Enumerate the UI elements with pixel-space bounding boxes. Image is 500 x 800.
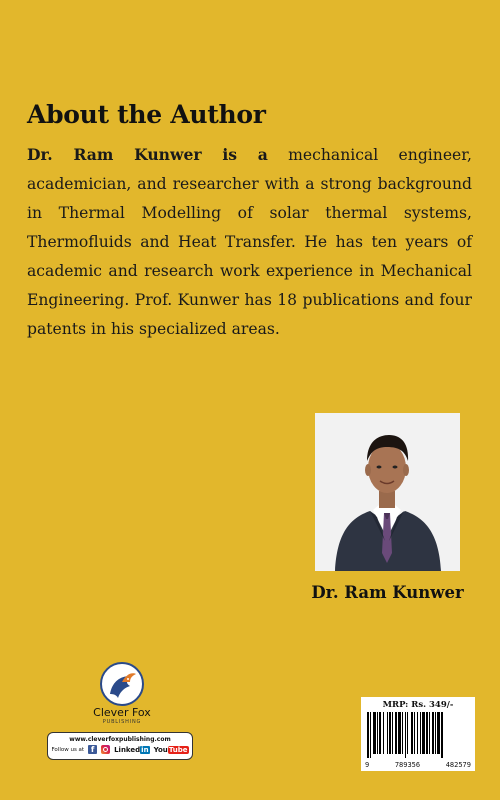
- linkedin-badge: in: [141, 745, 149, 754]
- price-label: MRP: Rs. 349/-: [382, 700, 454, 710]
- bio-lead: Dr. Ram Kunwer is a: [27, 145, 268, 164]
- social-links: [48, 745, 192, 754]
- isbn-group1: 789356: [394, 761, 421, 769]
- author-bio: [27, 140, 472, 344]
- bio-text: mechanical engineer, academician, and researcher with a strong background in Thermal Modelling of solar thermal systems, Thermofluids and Heat Transfer. He has ten years of academic and research work experience in Mechanical Engineering. Prof. Kunwer has 18 publications and four patents in his specialized areas.: [27, 146, 472, 338]
- publisher-contact-box: [47, 732, 193, 760]
- linkedin-text: Linked: [114, 745, 141, 754]
- publisher-logo: [86, 662, 158, 725]
- publisher-sub: PUBLISHING: [102, 719, 142, 725]
- publisher-name: Clever Fox: [93, 706, 151, 719]
- facebook-icon[interactable]: f: [88, 745, 97, 754]
- isbn-group2: 482579: [445, 761, 471, 769]
- page-title: About the Author: [27, 100, 266, 129]
- isbn-first: 9: [365, 761, 370, 769]
- linkedin-icon[interactable]: [114, 746, 149, 754]
- author-photo: [315, 413, 460, 571]
- barcode-icon: [365, 712, 471, 758]
- youtube-icon[interactable]: [154, 746, 189, 754]
- instagram-icon[interactable]: [101, 745, 110, 754]
- isbn-number: [365, 761, 471, 769]
- website-link[interactable]: www.cleverfoxpublishing.com: [69, 736, 171, 743]
- barcode-panel: [361, 697, 475, 771]
- youtube-text: You: [153, 745, 168, 754]
- fox-logo-icon: [100, 662, 144, 706]
- youtube-badge: Tube: [168, 745, 188, 754]
- photo-caption: Dr. Ram Kunwer: [311, 583, 464, 602]
- follow-label: Follow us at: [51, 746, 85, 753]
